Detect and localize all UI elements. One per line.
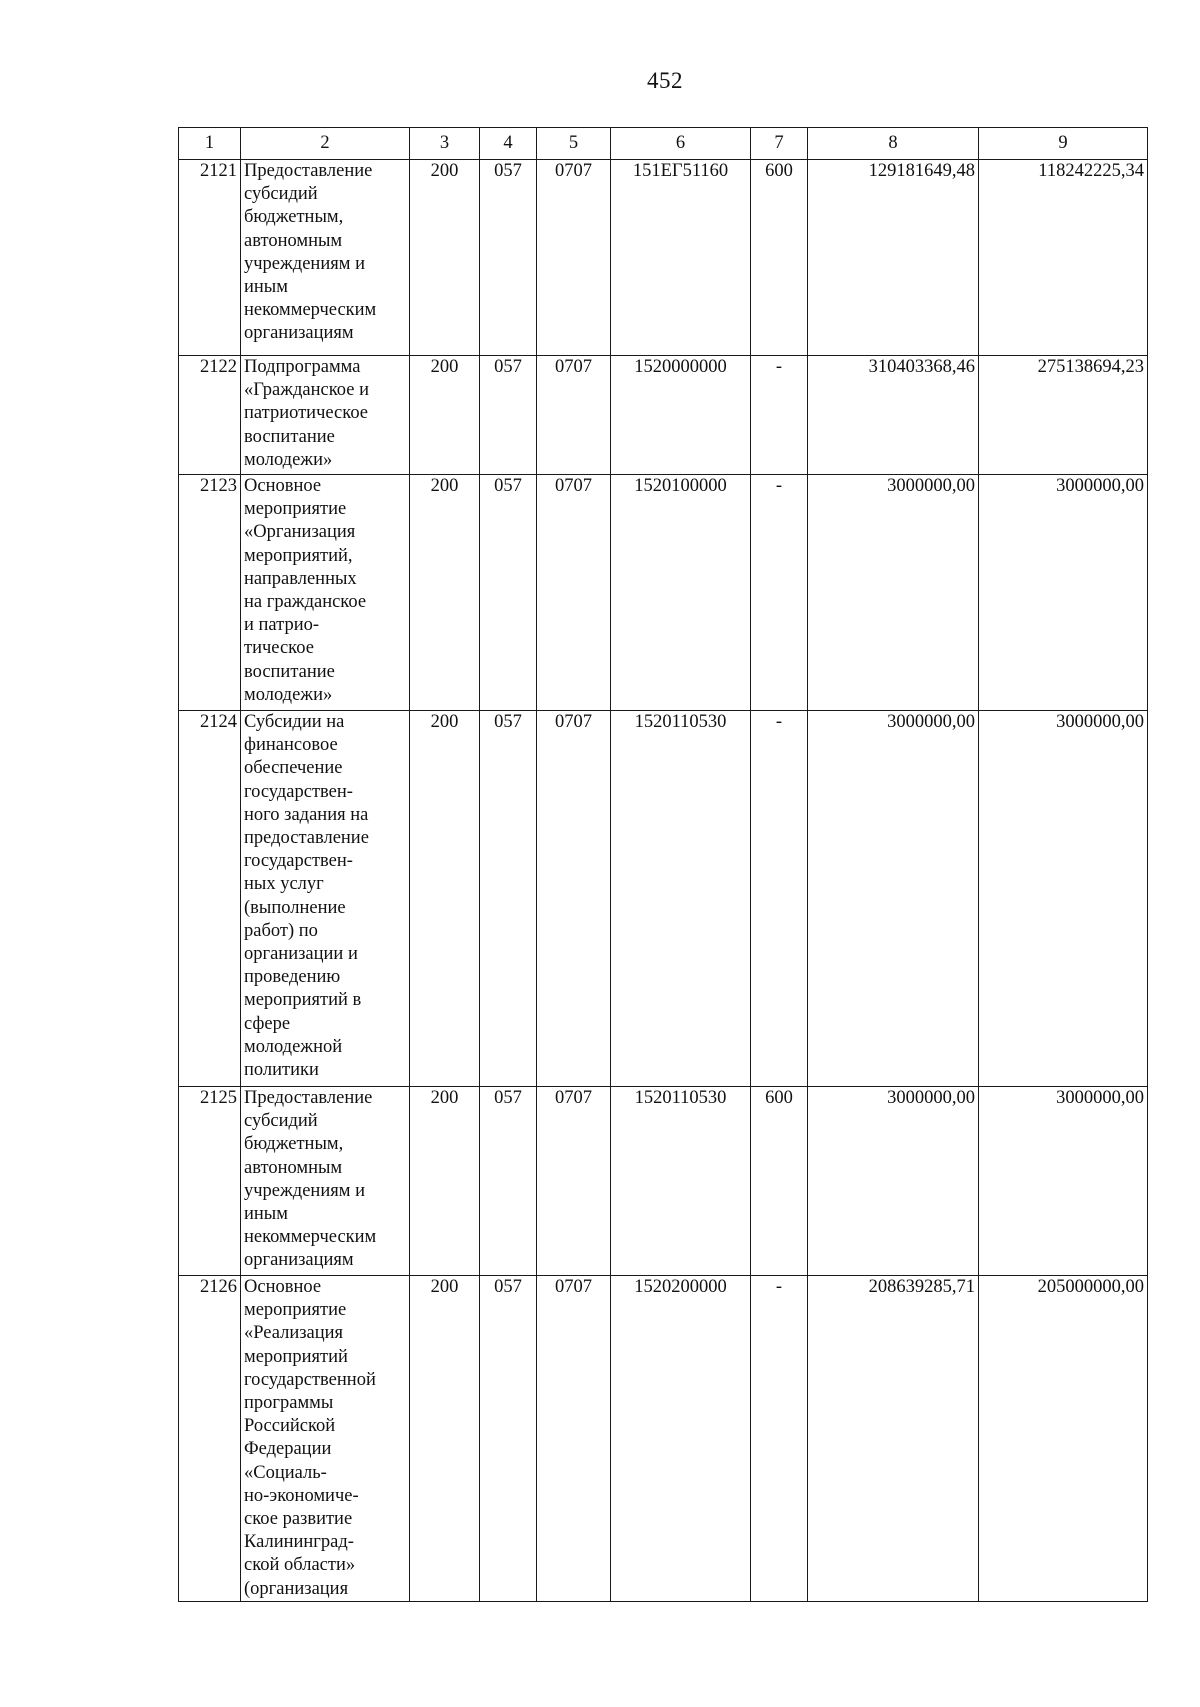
header-cell: 4	[480, 128, 537, 160]
name-line: «Реализация	[244, 1323, 344, 1344]
header-cell: 7	[751, 128, 808, 160]
name-line: ское развитие	[244, 1509, 353, 1530]
code-cell-3: 200	[410, 356, 480, 475]
table-row	[179, 160, 1148, 356]
name-line: «Социаль-	[244, 1462, 327, 1483]
code-cell-5: 0707	[537, 356, 611, 475]
name-line: на гражданское	[244, 592, 367, 613]
name-line: работ) по	[244, 920, 318, 941]
name-cell	[241, 475, 410, 711]
row-number-cell: 2124	[179, 711, 241, 1087]
name-line: политики	[244, 1060, 319, 1081]
name-line: патриотическое	[244, 403, 369, 424]
code-cell-7: -	[751, 1276, 808, 1602]
code-cell-7: -	[751, 475, 808, 711]
code-cell-4: 057	[480, 1087, 537, 1276]
name-line: «Гражданское и	[244, 380, 370, 401]
code-cell-7: 600	[751, 160, 808, 356]
header-cell: 5	[537, 128, 611, 160]
code-cell-4: 057	[480, 475, 537, 711]
row-number-cell: 2123	[179, 475, 241, 711]
name-cell	[241, 356, 410, 475]
table-row	[179, 1276, 1148, 1602]
name-line: мероприятие	[244, 1300, 347, 1321]
code-cell-4: 057	[480, 356, 537, 475]
code-cell-3: 200	[410, 711, 480, 1087]
header-cell: 8	[808, 128, 979, 160]
name-line: Федерации	[244, 1439, 332, 1460]
name-line: Подпрограмма	[244, 357, 361, 377]
name-line: (организация	[244, 1578, 349, 1599]
name-line: Основное	[244, 476, 322, 496]
name-line: организациям	[244, 1250, 354, 1271]
name-line: Калининград-	[244, 1532, 354, 1553]
table-body	[179, 160, 1148, 1602]
header-cell: 3	[410, 128, 480, 160]
name-cell	[241, 1276, 410, 1602]
table-row	[179, 356, 1148, 475]
name-line: (выполнение	[244, 897, 346, 918]
name-line: мероприятий	[244, 1346, 348, 1367]
header-cell: 9	[979, 128, 1148, 160]
name-line: иным	[244, 1204, 288, 1225]
name-line: молодежной	[244, 1036, 343, 1057]
table-header-row	[179, 128, 1148, 160]
name-line: государственной	[244, 1369, 376, 1390]
name-line: направленных	[244, 568, 357, 589]
name-line: некоммерческим	[244, 300, 377, 321]
amount-cell-8: 3000000,00	[808, 475, 979, 711]
name-line: молодежи»	[244, 449, 333, 470]
amount-cell-8: 208639285,71	[808, 1276, 979, 1602]
name-line: проведению	[244, 967, 341, 988]
table-row	[179, 1087, 1148, 1276]
code-cell-4: 057	[480, 711, 537, 1087]
name-line: Предоставление	[244, 161, 373, 181]
name-line: но-экономиче-	[244, 1485, 359, 1506]
code-cell-6: 1520100000	[611, 475, 751, 711]
amount-cell-9: 3000000,00	[979, 475, 1148, 711]
name-line: «Организация	[244, 522, 356, 543]
name-line: финансовое	[244, 735, 338, 756]
amount-cell-8: 3000000,00	[808, 1087, 979, 1276]
code-cell-6: 1520000000	[611, 356, 751, 475]
name-line: молодежи»	[244, 684, 333, 705]
name-line: учреждениям и	[244, 253, 365, 274]
name-line: государствен-	[244, 781, 353, 802]
row-number-cell: 2125	[179, 1087, 241, 1276]
code-cell-5: 0707	[537, 475, 611, 711]
amount-cell-9: 205000000,00	[979, 1276, 1148, 1602]
amount-cell-9: 3000000,00	[979, 1087, 1148, 1276]
name-line: субсидий	[244, 1111, 318, 1132]
name-line: государствен-	[244, 851, 353, 872]
name-line: ской области»	[244, 1555, 356, 1576]
name-line: и патрио-	[244, 615, 320, 636]
name-line: программы	[244, 1393, 334, 1414]
code-cell-3: 200	[410, 1087, 480, 1276]
code-cell-4: 057	[480, 160, 537, 356]
code-cell-3: 200	[410, 160, 480, 356]
code-cell-5: 0707	[537, 1087, 611, 1276]
code-cell-7: -	[751, 711, 808, 1087]
name-line: Российской	[244, 1416, 336, 1437]
name-line: ного задания на	[244, 804, 369, 825]
name-cell	[241, 1087, 410, 1276]
amount-cell-8: 3000000,00	[808, 711, 979, 1087]
name-line: бюджетным,	[244, 207, 344, 228]
name-line: Основное	[244, 1277, 322, 1297]
name-line: организации и	[244, 944, 358, 965]
code-cell-6: 1520110530	[611, 711, 751, 1087]
amount-cell-9: 3000000,00	[979, 711, 1148, 1087]
code-cell-6: 151ЕГ51160	[611, 160, 751, 356]
amount-cell-9: 118242225,34	[979, 160, 1148, 356]
row-number-cell: 2122	[179, 356, 241, 475]
name-line: обеспечение	[244, 758, 343, 779]
code-cell-5: 0707	[537, 711, 611, 1087]
name-line: учреждениям и	[244, 1180, 365, 1201]
name-cell	[241, 711, 410, 1087]
code-cell-5: 0707	[537, 160, 611, 356]
amount-cell-8: 129181649,48	[808, 160, 979, 356]
table-row	[179, 475, 1148, 711]
name-line: мероприятие	[244, 499, 347, 520]
code-cell-7: 600	[751, 1087, 808, 1276]
row-number-cell: 2121	[179, 160, 241, 356]
row-number-cell: 2126	[179, 1276, 241, 1602]
amount-cell-8: 310403368,46	[808, 356, 979, 475]
code-cell-5: 0707	[537, 1276, 611, 1602]
page-number: 452	[647, 68, 683, 93]
code-cell-6: 1520110530	[611, 1087, 751, 1276]
name-line: сфере	[244, 1013, 291, 1034]
name-line: мероприятий в	[244, 990, 362, 1011]
name-line: воспитание	[244, 661, 335, 682]
name-line: мероприятий,	[244, 545, 353, 566]
name-cell	[241, 160, 410, 356]
name-line: воспитание	[244, 426, 335, 447]
name-line: автономным	[244, 1157, 343, 1178]
code-cell-3: 200	[410, 1276, 480, 1602]
name-line: иным	[244, 277, 288, 298]
name-line: субсидий	[244, 184, 318, 205]
name-line: предоставление	[244, 828, 369, 849]
header-cell: 2	[241, 128, 410, 160]
code-cell-6: 1520200000	[611, 1276, 751, 1602]
code-cell-4: 057	[480, 1276, 537, 1602]
name-line: автономным	[244, 230, 343, 251]
name-line: бюджетным,	[244, 1134, 344, 1155]
name-line: тическое	[244, 638, 314, 659]
table-row	[179, 711, 1148, 1087]
name-line: Субсидии на	[244, 712, 345, 732]
name-line: некоммерческим	[244, 1227, 377, 1248]
budget-table	[178, 127, 1148, 1602]
amount-cell-9: 275138694,23	[979, 356, 1148, 475]
name-line: ных услуг	[244, 874, 324, 895]
name-line: Предоставление	[244, 1088, 373, 1108]
header-cell: 6	[611, 128, 751, 160]
name-line: организациям	[244, 323, 354, 344]
code-cell-3: 200	[410, 475, 480, 711]
code-cell-7: -	[751, 356, 808, 475]
header-cell: 1	[179, 128, 241, 160]
